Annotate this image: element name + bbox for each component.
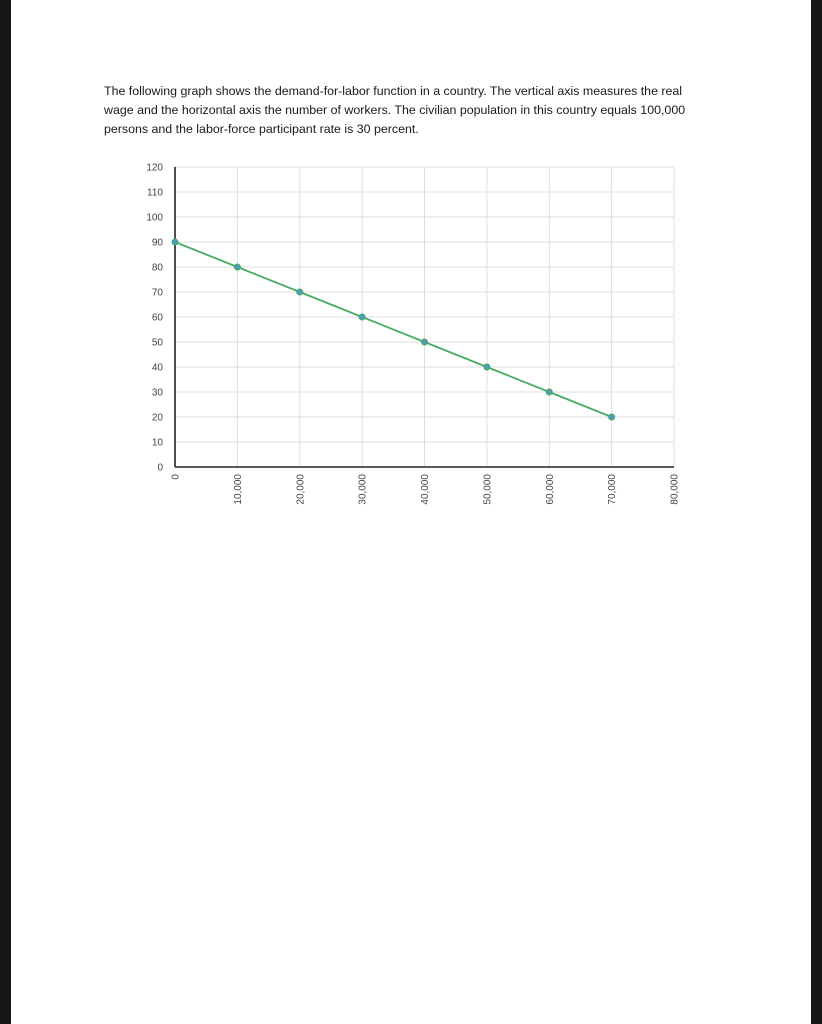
y-tick-label: 30: [151, 387, 163, 399]
y-tick-label: 50: [151, 337, 163, 349]
data-point: [297, 289, 303, 295]
y-tick-label: 70: [151, 287, 163, 299]
x-tick-label: 40,000: [420, 474, 431, 505]
x-tick-label: 30,000: [357, 474, 369, 505]
x-axis-ticks: [171, 474, 681, 505]
y-tick-label: 20: [151, 412, 163, 424]
x-tick-label: 10,000: [232, 474, 244, 505]
series: [172, 239, 615, 420]
x-tick-label: 80,000: [669, 474, 681, 505]
data-point: [609, 414, 615, 420]
y-tick-label: 10: [151, 437, 163, 449]
question-text: The following graph shows the demand-for-labor function in a country. The vertical axis measures the real wage and the horizontal axis the number of workers. The civilian population in this country equals 100,000 persons and the labor-force participant rate is 30 percent.: [104, 84, 686, 136]
y-tick-label: 40: [151, 362, 163, 374]
x-tick-label: 60,000: [544, 474, 556, 505]
data-point: [234, 264, 240, 270]
y-tick-label: 110: [147, 187, 163, 199]
y-tick-label: 0: [157, 462, 163, 474]
x-tick-label: 0: [170, 474, 182, 480]
data-point: [359, 314, 365, 320]
x-tick-label: 70,000: [607, 474, 619, 505]
y-tick-label: 80: [151, 262, 163, 274]
data-point: [484, 364, 490, 370]
y-tick-label: 120: [146, 162, 163, 174]
y-tick-label: 90: [151, 237, 163, 249]
grid: [175, 167, 674, 467]
y-tick-label: 60: [151, 312, 163, 324]
x-tick-label: 20,000: [295, 474, 307, 505]
x-tick-label: 50,000: [482, 474, 494, 505]
y-axis-ticks: [146, 163, 163, 474]
data-point: [172, 239, 178, 245]
data-point: [546, 389, 552, 395]
data-point: [422, 339, 428, 345]
y-tick-label: 100: [146, 212, 163, 224]
